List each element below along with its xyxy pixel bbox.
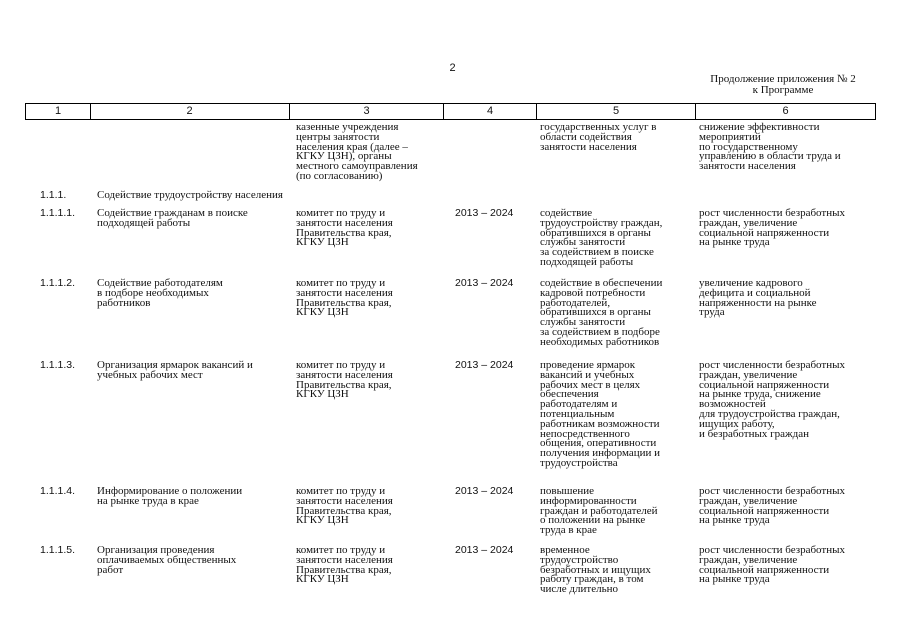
continuation-executor-line: местного самоуправления — [296, 160, 418, 173]
row-consequence-line: граждан, увеличение — [699, 553, 798, 566]
row-executor — [296, 279, 393, 318]
row-activity-name-line: на рынке труда в крае — [97, 494, 199, 507]
continuation-purpose — [540, 123, 656, 152]
row-expected-result-line: работодателям и — [540, 398, 618, 411]
row-activity-name-line: Содействие работодателям — [97, 277, 223, 289]
row-activity-name — [97, 361, 253, 381]
row-consequence-line: на рынке труда — [699, 573, 770, 586]
row-consequence-line: на рынке труда, снижение — [699, 388, 821, 401]
row-expected-result-line: вакансий и учебных — [540, 368, 635, 381]
row-executor-line: занятости населения — [296, 553, 393, 566]
row-expected-result-line: повышение — [540, 485, 594, 497]
row-expected-result — [540, 361, 660, 469]
continuation-executor-line: КГКУ ЦЗН), органы — [296, 150, 392, 163]
header-col-2: 2 — [186, 105, 193, 117]
row-executor-line: Правительства края, — [296, 378, 392, 391]
row-consequence-line: на рынке труда — [699, 514, 770, 527]
header-col-6: 6 — [782, 105, 789, 117]
row-period: 2013 – 2024 — [455, 544, 514, 556]
row-activity-name-line: Организация проведения — [97, 544, 215, 556]
row-consequence-line: социальной напряженности — [699, 504, 830, 517]
row-expected-result-line: труда в крае — [540, 524, 597, 537]
row-expected-result-line: содействие в обеспечении — [540, 277, 663, 289]
row-expected-result-line: информированности — [540, 494, 637, 507]
continuation-consequence — [699, 123, 841, 172]
row-consequence-line: напряженности на рынке — [699, 296, 817, 309]
row-period: 2013 – 2024 — [455, 485, 514, 497]
row-executor-line: КГКУ ЦЗН — [296, 514, 349, 527]
row-expected-result-line: безработных и ищущих — [540, 563, 651, 576]
continuation-purpose-line: области содействия — [540, 130, 632, 143]
row-activity-name-line: Информирование о положении — [97, 485, 243, 497]
row-executor-line: КГКУ ЦЗН — [296, 573, 349, 586]
row-expected-result-line: подходящей работы — [540, 255, 634, 268]
row-consequence-line: рост численности безработных — [699, 544, 845, 556]
row-consequence-line: рост численности безработных — [699, 207, 845, 219]
continuation-purpose-line: занятости населения — [540, 140, 637, 153]
continuation-consequence-line: по государственному — [699, 140, 798, 153]
row-expected-result-line: работодателей, — [540, 296, 611, 309]
row-activity-name-line: оплачиваемых общественных — [97, 553, 237, 566]
row-executor-line: КГКУ ЦЗН — [296, 236, 349, 249]
row-consequence-line: социальной напряженности — [699, 378, 830, 391]
row-consequence-line: и безработных граждан — [699, 427, 809, 440]
row-consequence — [699, 361, 845, 439]
row-executor-line: Правительства края, — [296, 563, 392, 576]
row-activity-name-line: работников — [97, 296, 151, 309]
row-expected-result-line: временное — [540, 544, 590, 556]
row-executor-line: занятости населения — [296, 286, 393, 299]
continuation-consequence-line: мероприятий — [699, 130, 761, 143]
header-col-3: 3 — [363, 105, 370, 117]
row-activity-name — [97, 209, 248, 229]
row-executor-line: комитет по труду и — [296, 359, 386, 371]
row-consequence-line: рост численности безработных — [699, 359, 845, 371]
row-activity-name-line: Содействие гражданам в поиске — [97, 207, 248, 219]
row-expected-result-line: обратившихся в органы — [540, 226, 651, 239]
header-col-1: 1 — [54, 105, 62, 117]
continuation-executor-line: казенные учреждения — [296, 121, 399, 133]
row-consequence-line: ищущих работу, — [699, 417, 775, 430]
row-activity-name — [97, 279, 223, 308]
row-consequence — [699, 487, 845, 526]
page-number: 2 — [449, 62, 456, 74]
header-col-4: 4 — [486, 105, 494, 117]
row-consequence-line: граждан, увеличение — [699, 368, 798, 381]
header-col-5: 5 — [612, 105, 620, 117]
row-executor-line: КГКУ ЦЗН — [296, 306, 349, 319]
row-executor — [296, 361, 393, 400]
row-expected-result-line: необходимых работников — [540, 335, 660, 348]
row-expected-result — [540, 209, 662, 268]
row-consequence-line: граждан, увеличение — [699, 494, 798, 507]
row-number: 1.1.1.1. — [40, 207, 76, 219]
row-executor-line: комитет по труду и — [296, 207, 386, 219]
row-activity-name-line: в подборе необходимых — [97, 286, 209, 299]
row-expected-result-line: службы занятости — [540, 236, 626, 249]
row-expected-result-line: рабочих мест в целях — [540, 378, 641, 391]
row-expected-result-line: непосредственного — [540, 427, 630, 440]
continuation-consequence-line: занятости населения — [699, 160, 796, 173]
row-consequence-line: социальной напряженности — [699, 226, 830, 239]
row-expected-result-line: проведение ярмарок — [540, 359, 636, 371]
row-executor-line: занятости населения — [296, 494, 393, 507]
row-expected-result — [540, 487, 658, 536]
row-number: 1.1.1.2. — [40, 277, 76, 289]
row-expected-result — [540, 279, 662, 348]
row-expected-result-line: за содействием в поиске — [540, 246, 654, 259]
row-expected-result-line: потенциальным — [540, 407, 615, 420]
row-consequence — [699, 279, 817, 318]
row-expected-result-line: трудоустройство — [540, 553, 619, 566]
row-activity-name-line: подходящей работы — [97, 216, 191, 229]
row-executor-line: комитет по труду и — [296, 544, 386, 556]
continuation-purpose-line: государственных услуг в — [540, 121, 657, 133]
continuation-consequence-line: снижение эффективности — [699, 121, 820, 133]
row-executor-line: Правительства края, — [296, 296, 392, 309]
row-number: 1.1.1.4. — [40, 485, 76, 497]
row-activity-name-line: учебных рабочих мест — [97, 368, 203, 381]
appendix-note — [690, 74, 876, 96]
continuation-executor-line: (по согласованию) — [296, 169, 383, 182]
row-expected-result-line: службы занятости — [540, 316, 626, 329]
row-consequence-line: рост численности безработных — [699, 485, 845, 497]
row-executor — [296, 546, 393, 585]
row-activity-name — [97, 487, 242, 507]
section-number: 1.1.1. — [40, 189, 67, 201]
continuation-executor-line: центры занятости — [296, 130, 380, 143]
row-executor — [296, 209, 393, 248]
row-expected-result-line: трудоустройства — [540, 456, 618, 469]
row-expected-result-line: работникам возможности — [540, 417, 660, 430]
row-executor-line: занятости населения — [296, 216, 393, 229]
row-activity-name — [97, 546, 236, 575]
row-consequence-line: граждан, увеличение — [699, 216, 798, 229]
row-executor-line: КГКУ ЦЗН — [296, 388, 349, 401]
row-executor-line: комитет по труду и — [296, 277, 386, 289]
row-expected-result-line: работу граждан, в том — [540, 573, 644, 586]
row-executor — [296, 487, 393, 526]
row-executor-line: Правительства края, — [296, 504, 392, 517]
row-activity-name-line: работ — [97, 563, 124, 576]
row-expected-result-line: кадровой потребности — [540, 286, 646, 299]
row-activity-name-line: Организация ярмарок вакансий и — [97, 359, 253, 371]
row-executor-line: Правительства края, — [296, 226, 392, 239]
row-expected-result-line: трудоустройству граждан, — [540, 216, 663, 229]
row-consequence-line: социальной напряженности — [699, 563, 830, 576]
row-expected-result-line: общения, оперативности — [540, 437, 657, 450]
row-period: 2013 – 2024 — [455, 207, 514, 219]
row-consequence — [699, 209, 845, 248]
row-executor-line: комитет по труду и — [296, 485, 386, 497]
table-header-row — [25, 103, 876, 120]
continuation-executor — [296, 123, 418, 182]
row-number: 1.1.1.5. — [40, 544, 76, 556]
continuation-consequence-line: управлению в области труда и — [699, 150, 841, 163]
row-expected-result-line: числе длительно — [540, 583, 618, 596]
row-executor-line: занятости населения — [296, 368, 393, 381]
appendix-note-line2: к Программе — [752, 84, 814, 96]
section-title: Содействие трудоустройству населения — [97, 189, 283, 201]
row-expected-result-line: обеспечения — [540, 388, 599, 401]
row-expected-result-line: обратившихся в органы — [540, 306, 651, 319]
row-consequence-line: увеличение кадрового — [699, 277, 803, 289]
row-expected-result — [540, 546, 651, 595]
row-consequence-line: труда — [699, 306, 725, 319]
row-consequence-line: дефицита и социальной — [699, 286, 811, 299]
row-consequence-line: возможностей — [699, 398, 766, 411]
row-expected-result-line: за содействием в подборе — [540, 325, 660, 338]
row-consequence — [699, 546, 845, 585]
row-number: 1.1.1.3. — [40, 359, 76, 371]
row-expected-result-line: о положении на рынке — [540, 514, 646, 527]
row-expected-result-line: содействие — [540, 207, 593, 219]
row-period: 2013 – 2024 — [455, 359, 514, 371]
row-expected-result-line: получения информации и — [540, 447, 661, 460]
row-consequence-line: на рынке труда — [699, 236, 770, 249]
continuation-executor-line: населения края (далее – — [296, 140, 408, 153]
appendix-note-line1: Продолжение приложения № 2 — [710, 73, 856, 85]
row-period: 2013 – 2024 — [455, 277, 514, 289]
row-expected-result-line: граждан и работодателей — [540, 504, 658, 517]
row-consequence-line: для трудоустройства граждан, — [699, 407, 840, 420]
